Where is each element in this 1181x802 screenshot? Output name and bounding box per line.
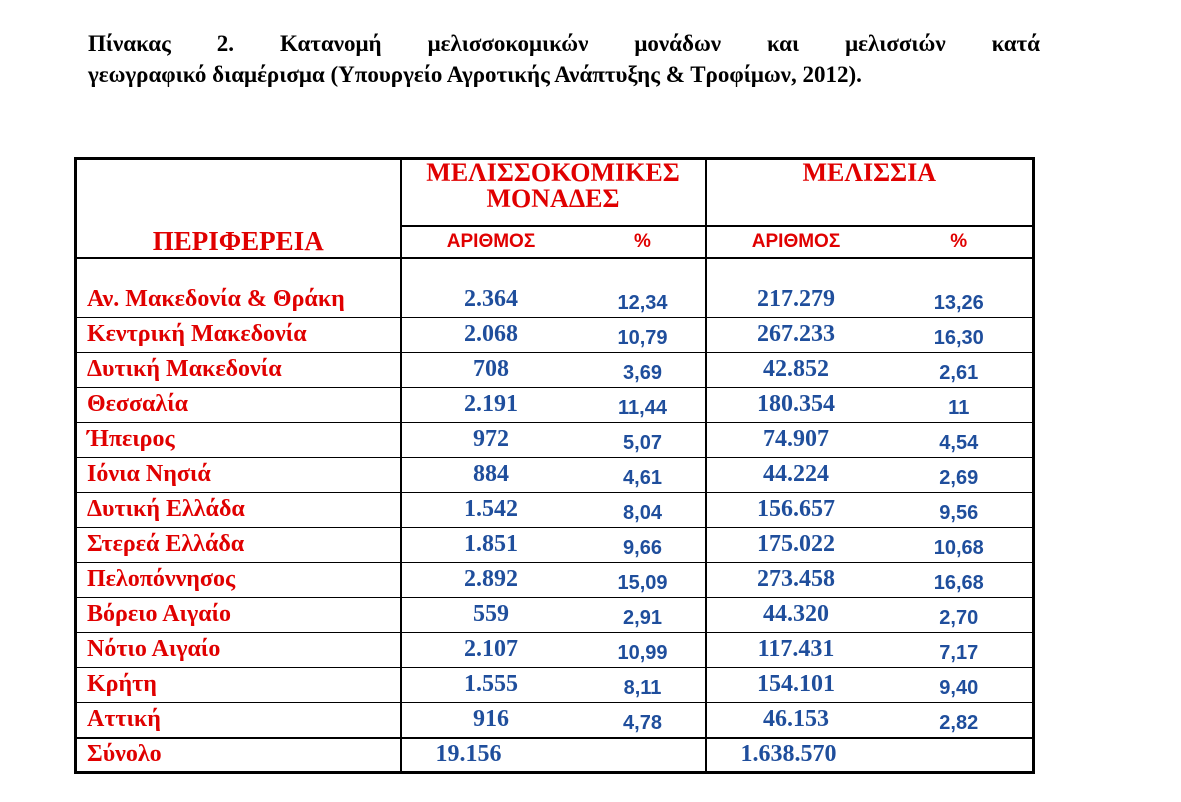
hives-count: 154.101 [706,667,886,702]
units-count: 559 [401,597,581,632]
units-percent: 4,78 [581,702,706,738]
units-percent: 5,07 [581,422,706,457]
units-count: 916 [401,702,581,738]
hives-percent: 2,70 [886,597,1034,632]
units-percent: 4,61 [581,457,706,492]
units-count-header: ΑΡΙΘΜΟΣ [401,226,581,258]
hives-percent: 10,68 [886,527,1034,562]
hives-count: 180.354 [706,387,886,422]
region-name: Θεσσαλία [76,387,401,422]
table-row [76,702,1034,738]
table-row [76,597,1034,632]
table-row [76,422,1034,457]
units-percent: 10,79 [581,317,706,352]
units-percent: 3,69 [581,352,706,387]
region-name: Στερεά Ελλάδα [76,527,401,562]
hives-percent: 16,68 [886,562,1034,597]
region-name: Αν. Μακεδονία & Θράκη [76,283,401,318]
units-percent: 2,91 [581,597,706,632]
region-name: Βόρειο Αιγαίο [76,597,401,632]
hives-count: 44.320 [706,597,886,632]
units-percent: 15,09 [581,562,706,597]
region-name: Πελοπόννησος [76,562,401,597]
table-row [76,352,1034,387]
units-count: 1.851 [401,527,581,562]
units-percent: 9,66 [581,527,706,562]
region-header: ΠΕΡΙΦΕΡΕΙΑ [76,159,401,258]
hives-percent: 13,26 [886,283,1034,318]
region-name: Ιόνια Νησιά [76,457,401,492]
hives-count: 156.657 [706,492,886,527]
units-pct-header: % [581,226,706,258]
hives-count: 46.153 [706,702,886,738]
units-percent: 11,44 [581,387,706,422]
total-units: 19.156 [401,738,706,773]
hives-percent: 9,56 [886,492,1034,527]
units-count: 2.068 [401,317,581,352]
table-row [76,317,1034,352]
hives-count-header: ΑΡΙΘΜΟΣ [706,226,886,258]
hives-percent: 2,61 [886,352,1034,387]
units-percent: 10,99 [581,632,706,667]
region-name: Δυτική Μακεδονία [76,352,401,387]
hives-count: 267.233 [706,317,886,352]
hives-pct-header: % [886,226,1034,258]
region-name: Κεντρική Μακεδονία [76,317,401,352]
table-row [76,457,1034,492]
hives-count: 42.852 [706,352,886,387]
table-row [76,667,1034,702]
total-label: Σύνολο [76,738,401,773]
table-row [76,283,1034,318]
table-row [76,562,1034,597]
units-percent: 8,04 [581,492,706,527]
units-count: 2.364 [401,283,581,318]
units-count: 708 [401,352,581,387]
hives-count: 117.431 [706,632,886,667]
units-group-header: ΜΕΛΙΣΣΟΚΟΜΙΚΕΣ ΜΟΝΑΔΕΣ [401,159,706,226]
region-name: Δυτική Ελλάδα [76,492,401,527]
region-name: Νότιο Αιγαίο [76,632,401,667]
hives-group-header: ΜΕΛΙΣΣΙΑ [706,159,1034,226]
table-row [76,632,1034,667]
hives-count: 273.458 [706,562,886,597]
hives-percent: 9,40 [886,667,1034,702]
hives-percent: 16,30 [886,317,1034,352]
region-name: Κρήτη [76,667,401,702]
hives-count: 74.907 [706,422,886,457]
total-row [76,738,1034,773]
hives-count: 44.224 [706,457,886,492]
hives-count: 175.022 [706,527,886,562]
region-name: Ήπειρος [76,422,401,457]
caption-line-2: γεωγραφικό διαμέρισμα (Υπουργείο Αγροτικής Ανάπτυξης & Τροφίμων, 2012). [88,62,862,87]
units-count: 2.107 [401,632,581,667]
caption-line-1: Πίνακας 2. Κατανομή μελισσοκομικών μονάδων και μελισσιών κατά [88,31,1040,56]
hives-percent: 11 [886,387,1034,422]
units-count: 1.555 [401,667,581,702]
table-row [76,387,1034,422]
region-name: Αττική [76,702,401,738]
hives-count: 217.279 [706,283,886,318]
units-count: 2.191 [401,387,581,422]
units-percent: 12,34 [581,283,706,318]
hives-percent: 2,69 [886,457,1034,492]
beekeeping-table [74,157,1035,774]
hives-percent: 4,54 [886,422,1034,457]
table-caption [88,28,1040,90]
total-hives: 1.638.570 [706,738,1034,773]
units-percent: 8,11 [581,667,706,702]
table-row [76,527,1034,562]
units-count: 972 [401,422,581,457]
hives-percent: 7,17 [886,632,1034,667]
hives-percent: 2,82 [886,702,1034,738]
table-row [76,492,1034,527]
units-count: 2.892 [401,562,581,597]
units-count: 884 [401,457,581,492]
units-count: 1.542 [401,492,581,527]
